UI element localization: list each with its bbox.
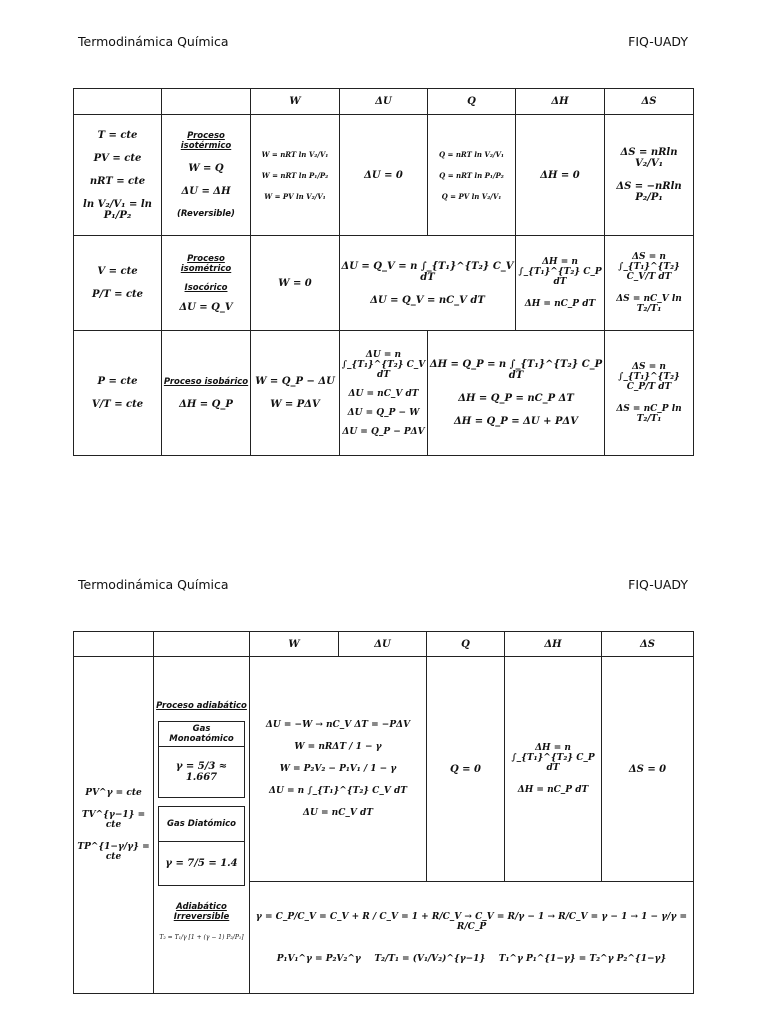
formula: W = P₂V₂ − P₁V₁ / 1 − γ	[279, 764, 397, 774]
process-note: (Reversible)	[177, 209, 235, 219]
formula: ΔS = −nRln P₂/P₁	[616, 181, 682, 203]
formula: W = Q_P − ΔU	[255, 376, 335, 387]
condition: ln V₂/V₁ = ln P₁/P₂	[83, 198, 152, 221]
isothermal-ds	[605, 115, 694, 236]
formula: W = nRΔT / 1 − γ	[294, 742, 382, 752]
isobaric-du	[340, 331, 428, 456]
irrev-equation: T₂ = T₁/γ [1 + (γ − 1) P₂/P₁]	[159, 934, 244, 941]
relation: ΔU = Q_V	[179, 301, 233, 313]
col-ds: ΔS	[602, 632, 694, 657]
col-du: ΔU	[340, 89, 428, 115]
gamma-relations: γ = C_P/C_V = C_V + R / C_V = 1 + R/C_V → C_V = R/γ − 1 → R/C_V = γ − 1 → 1 − γ/γ = R/C_P	[255, 911, 688, 932]
condition: PV = cte	[93, 152, 142, 164]
isometric-dh	[516, 236, 605, 331]
process-subtitle: Isocórico	[184, 282, 228, 293]
isothermal-conditions	[74, 115, 162, 236]
formula: ΔU = n ∫_{T₁}^{T₂} C_V dT	[269, 786, 407, 796]
formula: ΔH = nC_P dT	[517, 785, 589, 795]
col-w: W	[251, 89, 340, 115]
formula: ΔH = nC_P dT	[524, 299, 596, 309]
mono-label: Gas Monoatómico	[158, 721, 245, 747]
formula: ΔU = Q_P − PΔV	[342, 426, 425, 437]
formula: ΔS = nC_V ln T₂/T₁	[616, 294, 682, 314]
formula: ΔS = nC_P ln T₂/T₁	[616, 404, 682, 424]
isobaric-q-dh	[428, 331, 605, 456]
blank-cell	[74, 89, 162, 115]
formula: ΔH = n ∫_{T₁}^{T₂} C_P dT	[511, 743, 595, 773]
formula: ΔU = nC_V dT	[303, 808, 373, 818]
formula: P₁V₁^γ = P₂V₂^γ	[276, 953, 361, 964]
condition: nRT = cte	[89, 175, 146, 187]
process-title: Proceso isotérmico	[180, 131, 232, 151]
condition: PV^γ = cte	[85, 788, 142, 798]
adiabatic-dh	[505, 657, 602, 882]
adiabatic-process	[154, 657, 250, 994]
formula: Q = nRT ln V₂/V₁	[438, 149, 504, 159]
formula: ΔH = Q_P = ΔU + PΔV	[454, 416, 578, 427]
formula: ΔU = −W → nC_V ΔT = −PΔV	[265, 720, 411, 730]
isothermal-row	[74, 115, 694, 236]
formula: W = nRT ln P₁/P₂	[261, 170, 329, 180]
isometric-du-q	[340, 236, 516, 331]
condition: V/T = cte	[91, 399, 144, 410]
condition: P = cte	[97, 376, 138, 387]
col-q: Q	[427, 632, 505, 657]
col-dh: ΔH	[516, 89, 605, 115]
isobaric-row	[74, 331, 694, 456]
isometric-ds	[605, 236, 694, 331]
relation: W = Q	[188, 163, 224, 174]
adiabatic-bottom-eqs	[250, 954, 693, 964]
condition: TP^{1−γ/γ} = cte	[77, 842, 150, 862]
formula: ΔU = Q_P − W	[347, 407, 420, 418]
isobaric-w	[251, 331, 340, 456]
isothermal-dh: ΔH = 0	[516, 115, 605, 236]
relation: ΔU = ΔH	[181, 186, 231, 197]
blank-cell	[74, 632, 154, 657]
formula: ΔS = n ∫_{T₁}^{T₂} C_V/T dT	[618, 252, 680, 282]
di-label: Gas Diatómico	[158, 806, 245, 842]
blank-cell	[162, 89, 251, 115]
process-title: Proceso isométrico	[180, 253, 232, 274]
thermo-table-2	[73, 631, 694, 994]
formula: ΔU = Q_V = n ∫_{T₁}^{T₂} C_V dT	[341, 260, 514, 283]
col-du: ΔU	[339, 632, 427, 657]
adiabatic-conditions	[74, 657, 154, 994]
formula: ΔH = Q_P = n ∫_{T₁}^{T₂} C_P dT	[429, 359, 603, 381]
isometric-conditions	[74, 236, 162, 331]
isometric-w: W = 0	[251, 236, 340, 331]
mono-gamma: γ = 5/3 ≈ 1.667	[158, 747, 245, 798]
formula: ΔS = nRln V₂/V₁	[620, 147, 678, 169]
col-q: Q	[428, 89, 516, 115]
isothermal-du: ΔU = 0	[340, 115, 428, 236]
process-title: Proceso isobárico	[163, 376, 249, 387]
formula: Q = PV ln V₂/V₁	[441, 191, 502, 201]
process-title: Proceso adiabático	[156, 701, 247, 711]
adiabatic-w-du	[250, 657, 427, 882]
isothermal-w	[251, 115, 340, 236]
isothermal-q	[428, 115, 516, 236]
formula: T₂/T₁ = (V₁/V₂)^{γ−1}	[374, 953, 486, 964]
adiabatic-relations	[250, 882, 694, 994]
irrev-subtitle: Irreversible	[173, 912, 230, 922]
isothermal-process	[162, 115, 251, 236]
isometric-process	[162, 236, 251, 331]
adiabatic-q: Q = 0	[427, 657, 505, 882]
di-gamma: γ = 7/5 = 1.4	[158, 842, 245, 886]
condition: V = cte	[97, 266, 138, 277]
thermo-table-1	[73, 88, 694, 456]
header-title: Termodinámica Química	[78, 577, 229, 592]
isobaric-conditions	[74, 331, 162, 456]
col-w: W	[250, 632, 339, 657]
condition: T = cte	[97, 129, 138, 141]
formula: T₁^γ P₁^{1−γ} = T₂^γ P₂^{1−γ}	[498, 953, 667, 964]
header-right: FIQ-UADY	[628, 577, 688, 592]
header-title: Termodinámica Química	[78, 34, 229, 49]
formula: W = PV ln V₂/V₁	[264, 191, 326, 201]
condition: TV^{γ−1} = cte	[81, 810, 146, 830]
formula: ΔS = n ∫_{T₁}^{T₂} C_P/T dT	[618, 362, 680, 392]
blank-cell	[154, 632, 250, 657]
relation: ΔH = Q_P	[179, 398, 233, 410]
formula: ΔU = Q_V = nC_V dT	[370, 294, 485, 306]
isobaric-ds	[605, 331, 694, 456]
header-row	[74, 632, 694, 657]
col-ds: ΔS	[605, 89, 694, 115]
condition: P/T = cte	[91, 289, 144, 300]
formula: ΔU = n ∫_{T₁}^{T₂} C_V dT	[341, 349, 426, 380]
adiabatic-row	[74, 657, 694, 882]
irrev-title: Adiabático	[176, 902, 227, 912]
header-right: FIQ-UADY	[628, 34, 688, 49]
formula: W = PΔV	[270, 399, 320, 410]
formula: ΔU = nC_V dT	[348, 388, 419, 399]
header-row	[74, 89, 694, 115]
adiabatic-ds: ΔS = 0	[602, 657, 694, 882]
isobaric-process	[162, 331, 251, 456]
isometric-row	[74, 236, 694, 331]
formula: ΔH = n ∫_{T₁}^{T₂} C_P dT	[518, 257, 602, 287]
col-dh: ΔH	[505, 632, 602, 657]
formula: ΔH = Q_P = nC_P ΔT	[458, 393, 574, 404]
formula: Q = nRT ln P₁/P₂	[439, 170, 504, 180]
formula: W = nRT ln V₂/V₁	[261, 149, 329, 159]
